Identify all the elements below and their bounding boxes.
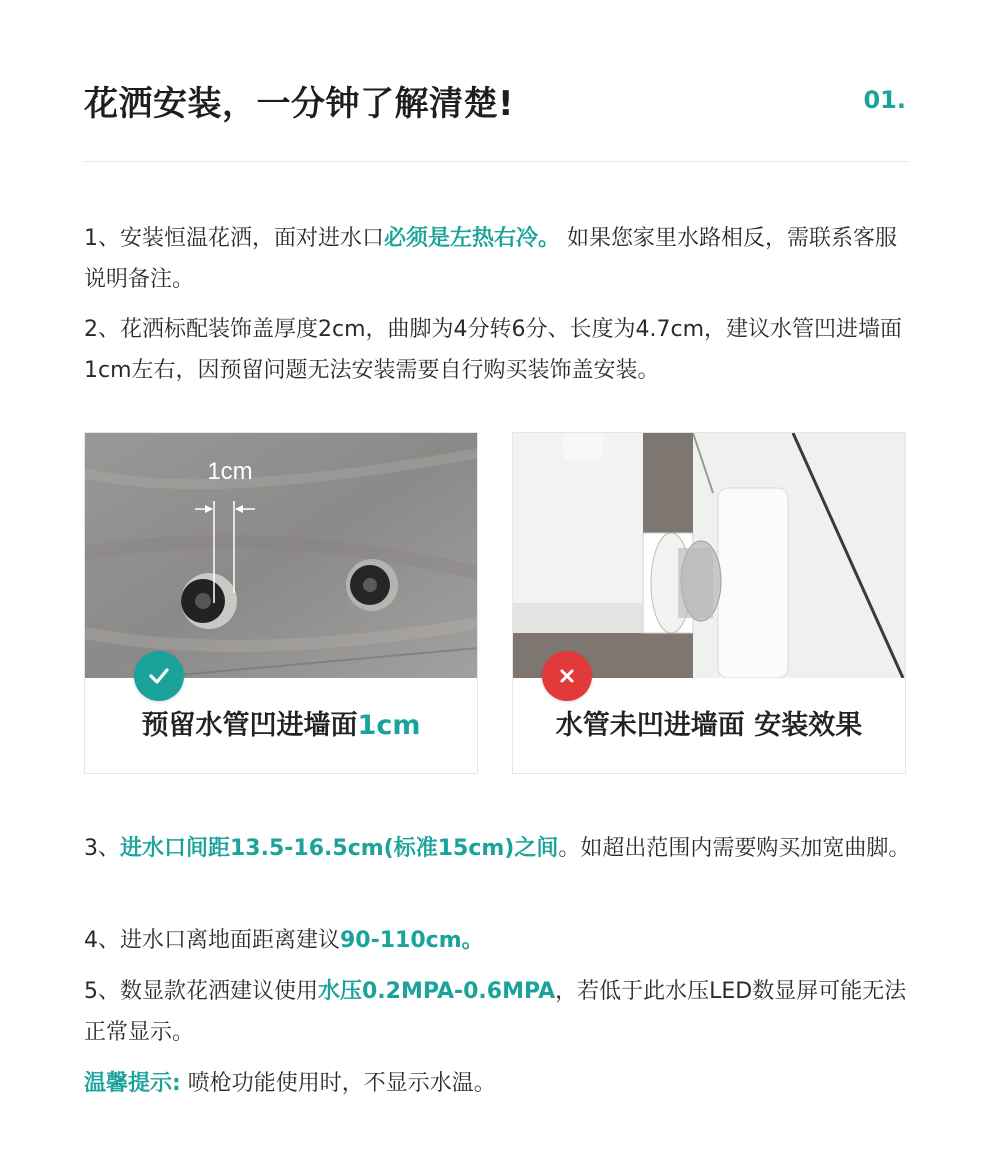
page-number: 01.	[863, 86, 906, 114]
check-badge	[134, 651, 184, 701]
photo-wall-recessed-pipes	[85, 433, 477, 678]
paragraph-3	[84, 828, 914, 869]
paragraph-4-highlight: 90-110cm。	[340, 928, 484, 953]
paragraph-1-prefix: 1、安装恒温花洒，面对进水口	[84, 226, 384, 251]
paragraph-1-suffix: 如果您家里水路相反，需联系客服说明备注。	[84, 226, 898, 292]
paragraph-3-prefix: 3、	[84, 836, 120, 861]
tip	[84, 1063, 914, 1104]
card-left-caption-highlight: 1cm	[357, 710, 421, 741]
card-left-caption-main: 预留水管凹进墙面	[141, 710, 358, 741]
card-correct-install	[84, 432, 478, 774]
cross-icon	[557, 666, 577, 686]
paragraph-3-highlight: 进水口间距13.5-16.5cm(标准15cm)之间	[120, 836, 559, 861]
cross-badge	[542, 651, 592, 701]
card-left-caption	[85, 703, 477, 742]
paragraph-5	[84, 971, 914, 1053]
measure-label: 1cm	[207, 458, 253, 485]
photo-pipe-not-recessed	[513, 433, 905, 678]
paragraph-5-highlight: 水压0.2MPA-0.6MPA	[318, 979, 556, 1004]
paragraph-1	[84, 218, 914, 300]
paragraph-2	[84, 309, 914, 391]
paragraph-4	[84, 920, 914, 961]
check-icon	[147, 664, 171, 688]
paragraph-5-suffix: ，若低于此水压LED数显屏可能无法正常显示。	[84, 979, 907, 1045]
paragraph-5-prefix: 5、数显款花洒建议使用	[84, 979, 318, 1004]
card-right-caption: 水管未凹进墙面 安装效果	[555, 710, 863, 741]
page-title: 花洒安装，一分钟了解清楚!	[84, 83, 515, 124]
tip-label: 温馨提示:	[84, 1071, 181, 1096]
paragraph-2-text: 2、花洒标配装饰盖厚度2cm，曲脚为4分转6分、长度为4.7cm，建议水管凹进墙面1cm左右，因预留问题无法安装需要自行购买装饰盖安装。	[84, 317, 903, 383]
paragraph-3-suffix: 。如超出范围内需要购买加宽曲脚。	[558, 836, 911, 861]
paragraph-1-highlight: 必须是左热右冷。	[384, 226, 561, 251]
paragraph-4-prefix: 4、进水口离地面距离建议	[84, 928, 340, 953]
header	[84, 72, 908, 128]
divider	[84, 161, 908, 162]
card-incorrect-install	[512, 432, 906, 774]
tip-text: 喷枪功能使用时，不显示水温。	[180, 1071, 496, 1096]
